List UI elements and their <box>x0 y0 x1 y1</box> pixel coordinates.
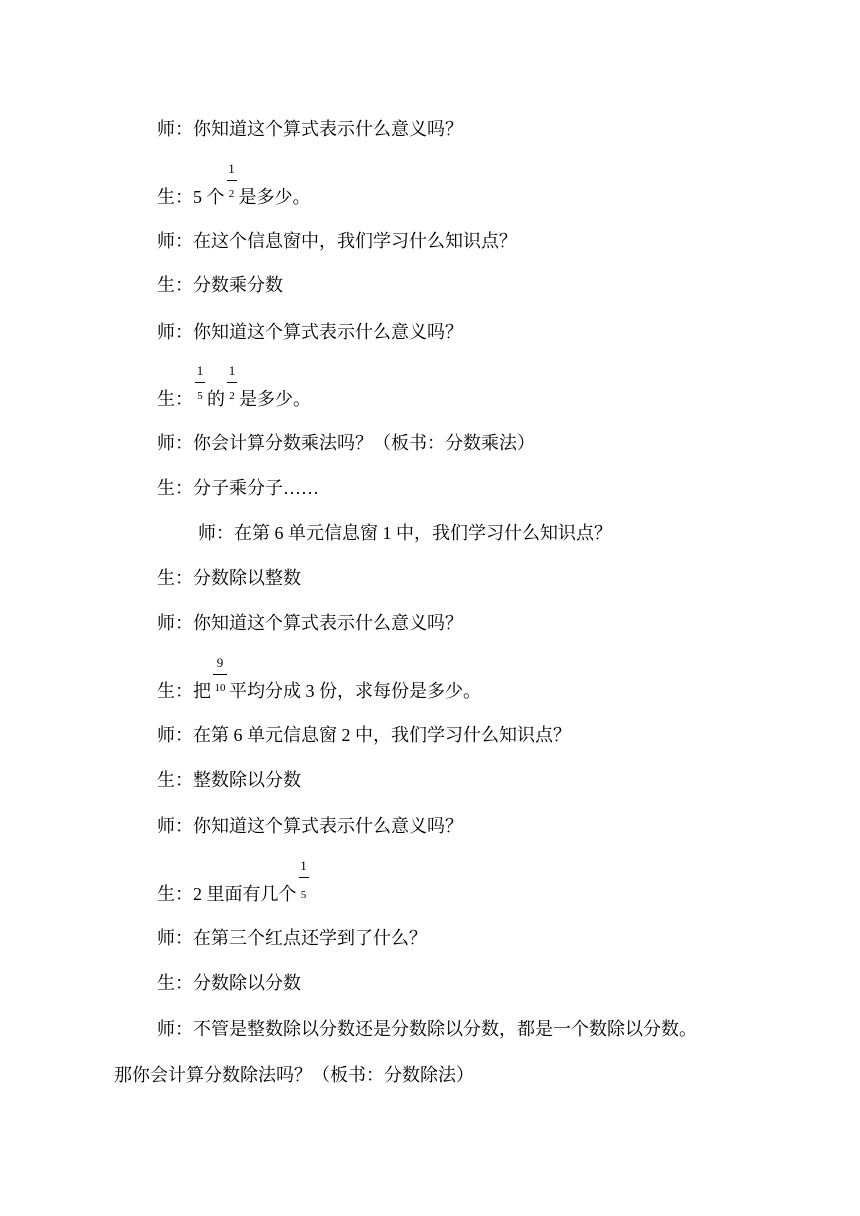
dialogue-line: 师：你知道这个算式表示什么意义吗？ <box>157 613 463 633</box>
dialogue-line: 师：你会计算分数乘法吗？（板书：分数乘法） <box>157 433 535 453</box>
fraction-numerator: 1 <box>228 363 236 378</box>
line-text: 平均分成 3 份，求每份是多少。 <box>229 681 481 701</box>
dialogue-line: 师：在这个信息窗中，我们学习什么知识点？ <box>157 231 517 251</box>
dialogue-line: 师：在第 6 单元信息窗 1 中，我们学习什么知识点？ <box>198 523 612 543</box>
fraction-numerator: 1 <box>300 858 307 873</box>
fraction-bar <box>227 382 237 383</box>
fraction-bar <box>195 382 205 383</box>
fraction <box>194 363 206 410</box>
dialogue-line <box>157 363 311 410</box>
dialogue-line: 师：在第三个红点还学到了什么？ <box>157 928 427 948</box>
line-text: 生：5 个 <box>157 187 225 207</box>
fraction <box>226 363 238 410</box>
dialogue-line: 师：不管是整数除以分数还是分数除以分数，都是一个数除以分数。 <box>157 1019 697 1039</box>
fraction-denominator: 5 <box>300 889 307 901</box>
dialogue-line <box>157 655 481 702</box>
dialogue-line <box>157 161 311 208</box>
line-text: 是多少。 <box>239 389 311 409</box>
dialogue-line: 师：你知道这个算式表示什么意义吗？ <box>157 322 463 342</box>
line-text: 生：2 里面有几个 <box>157 884 297 904</box>
dialogue-line: 生：分子乘分子…… <box>157 478 319 498</box>
fraction-denominator: 10 <box>214 682 226 694</box>
fraction-bar <box>213 674 227 675</box>
fraction-denominator: 2 <box>229 390 235 402</box>
fraction-bar <box>227 180 237 181</box>
fraction-numerator: 9 <box>216 655 224 670</box>
fraction-numerator: 1 <box>196 363 204 378</box>
dialogue-line <box>157 858 311 905</box>
fraction <box>212 655 228 702</box>
dialogue-line: 那你会计算分数除法吗？（板书：分数除法） <box>114 1065 474 1085</box>
dialogue-line: 生：整数除以分数 <box>157 770 301 790</box>
fraction-bar <box>299 877 309 878</box>
dialogue-line: 师：你知道这个算式表示什么意义吗？ <box>157 119 463 139</box>
dialogue-line: 生：分数乘分数 <box>157 275 283 295</box>
dialogue-line: 生：分数除以分数 <box>157 973 301 993</box>
dialogue-line: 师：在第 6 单元信息窗 2 中，我们学习什么知识点？ <box>157 725 571 745</box>
dialogue-line: 师：你知道这个算式表示什么意义吗？ <box>157 816 463 836</box>
line-text: 生：把 <box>157 681 211 701</box>
fraction-denominator: 5 <box>197 390 203 402</box>
fraction-numerator: 1 <box>228 161 235 176</box>
line-text: 是多少。 <box>238 187 311 207</box>
dialogue-line: 生：分数除以整数 <box>157 568 301 588</box>
fraction <box>298 858 310 905</box>
line-text: 的 <box>207 389 225 409</box>
line-text: 生： <box>157 389 193 409</box>
fraction <box>226 161 238 208</box>
fraction-denominator: 2 <box>228 188 235 200</box>
